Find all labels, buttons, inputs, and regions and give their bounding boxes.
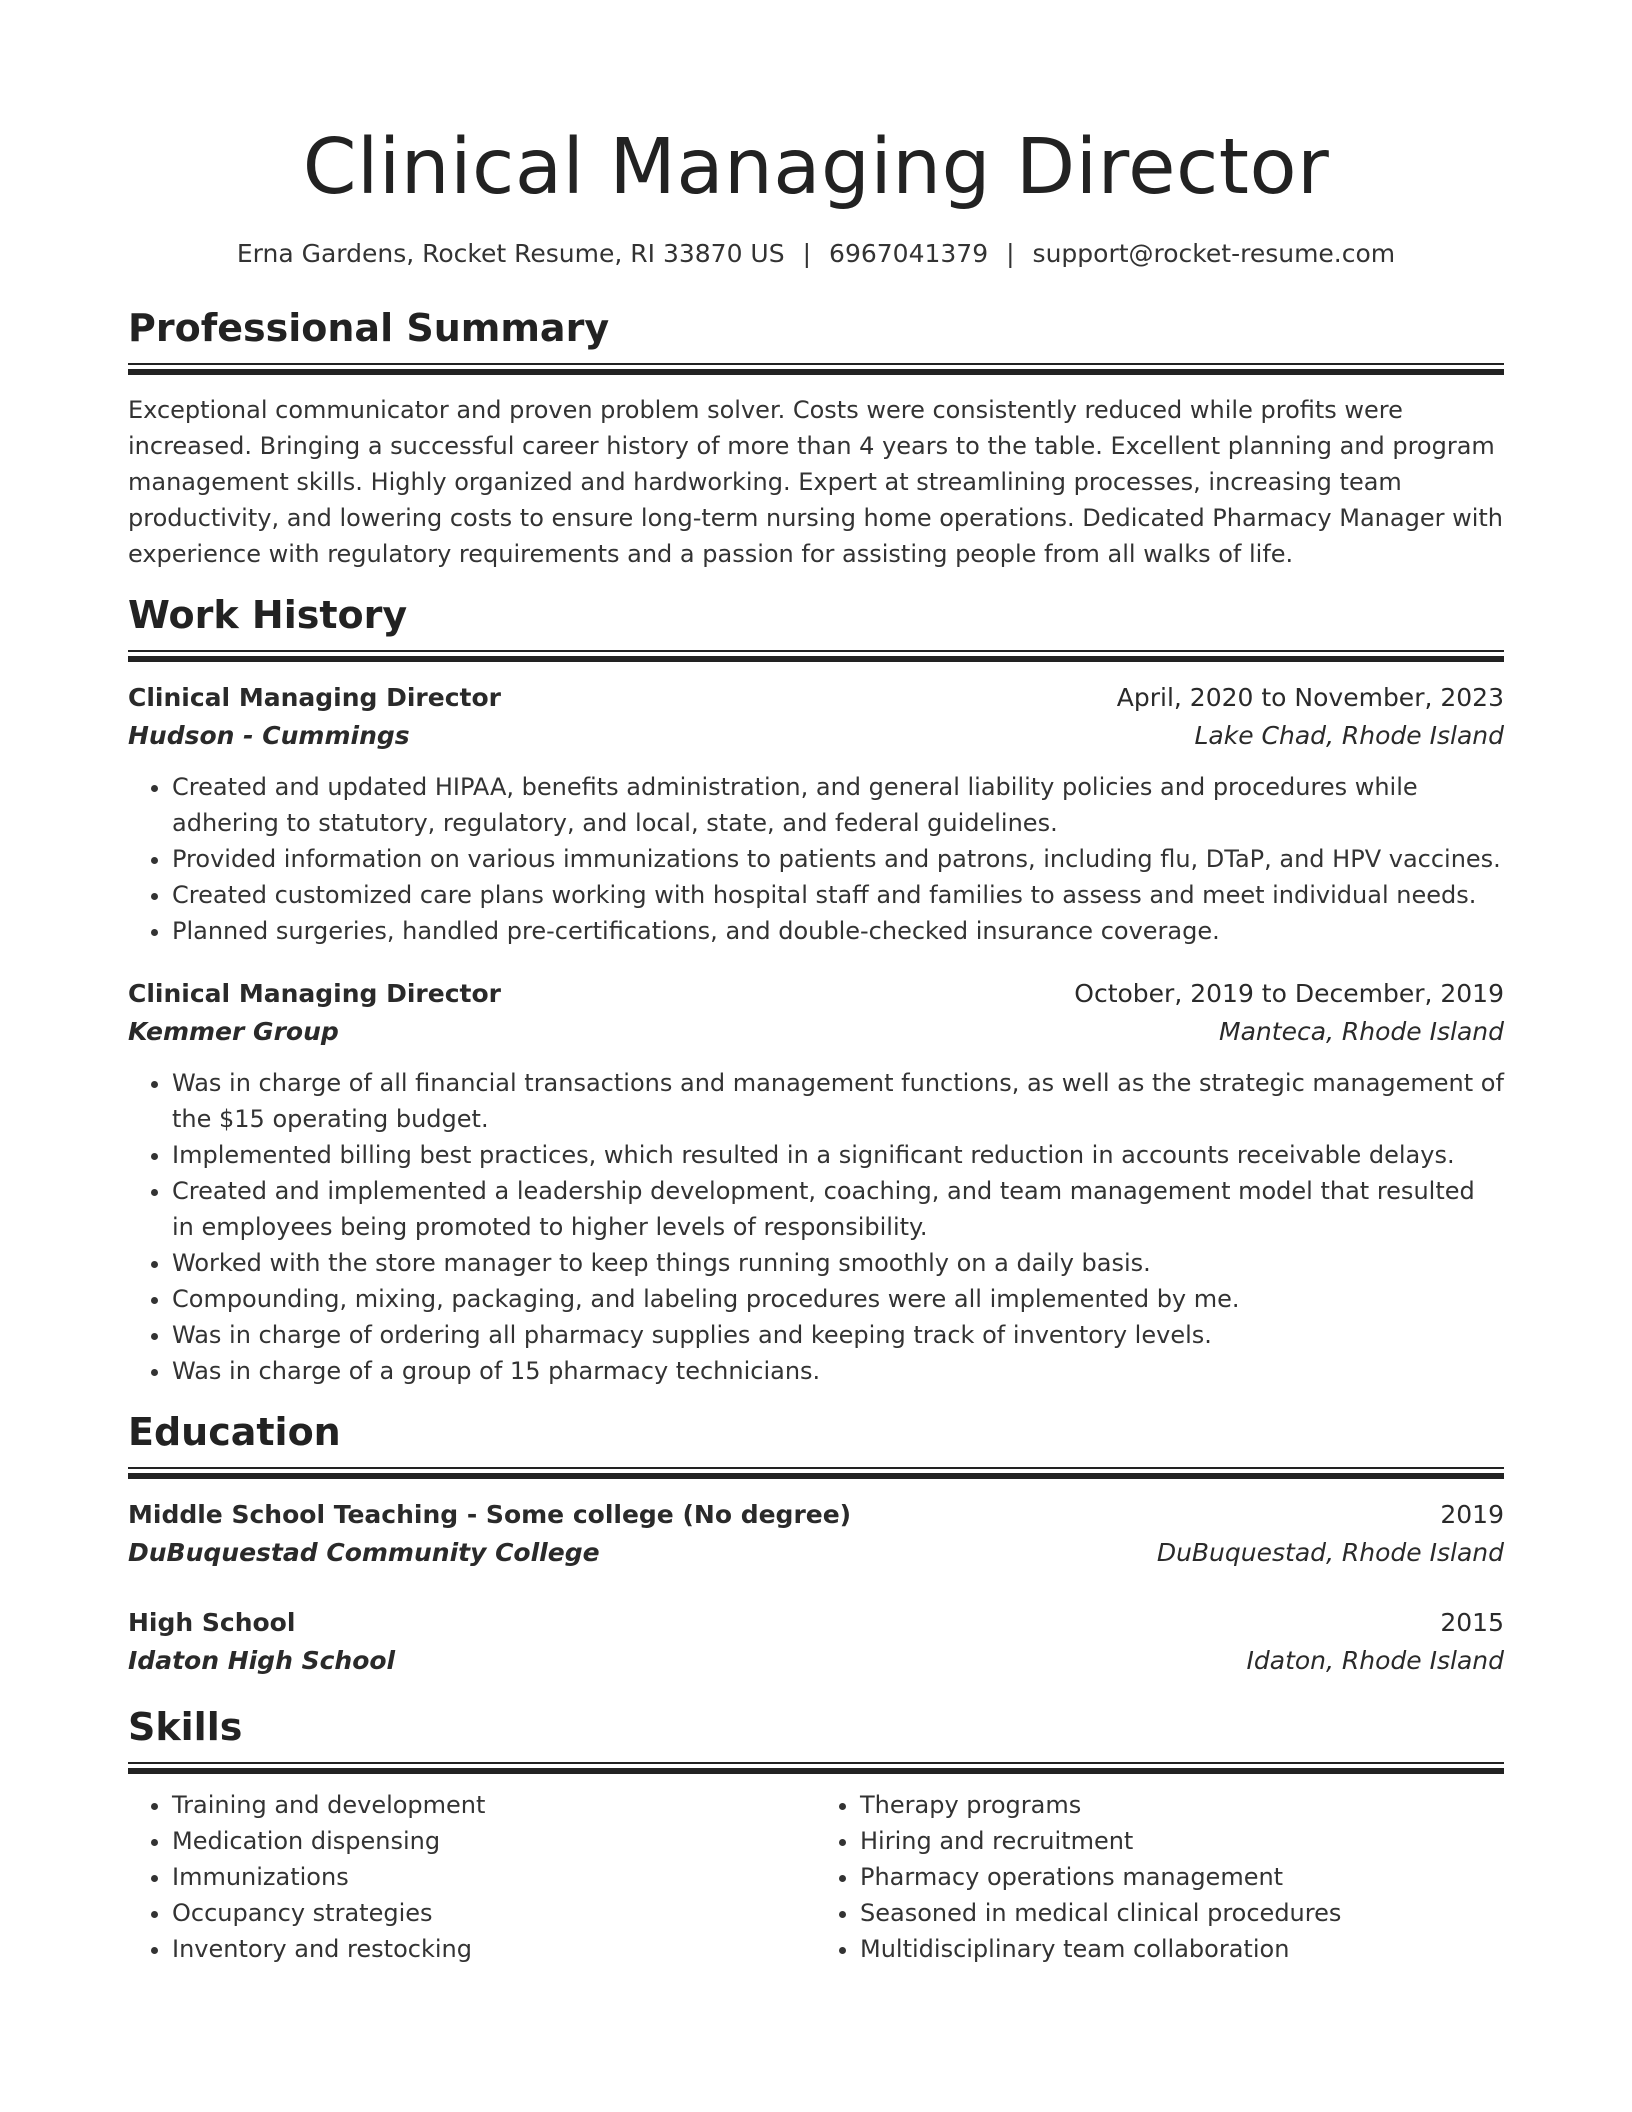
job-location: Manteca, Rhode Island: [1219, 1017, 1504, 1046]
skills-grid: [128, 1787, 1504, 1967]
job-bullet: • Created and updated HIPAA, benefits administration, and general liability policies and procedures while adhering to statutory, regulatory, and local, state, and federal guidelines.: [172, 769, 1504, 841]
skill-item: • Pharmacy operations management: [860, 1859, 1504, 1895]
job-dates: October, 2019 to December, 2019: [1074, 979, 1504, 1008]
contact-phone: 6967041379: [829, 239, 989, 268]
job-bullet: • Was in charge of ordering all pharmacy supplies and keeping track of inventory levels.: [172, 1317, 1504, 1353]
education-degree: Middle School Teaching - Some college (No degree): [128, 1500, 852, 1529]
job-entry: [128, 975, 1504, 1389]
skills-section: [128, 1704, 1504, 1967]
section-divider: [128, 1762, 1504, 1775]
job-bullet: • Planned surgeries, handled pre-certifications, and double-checked insurance coverage.: [172, 913, 1504, 949]
work-history-section: [128, 592, 1504, 1389]
skill-item: • Hiring and recruitment: [860, 1823, 1504, 1859]
education-heading: Education: [128, 1410, 341, 1454]
summary-heading: Professional Summary: [128, 306, 610, 350]
job-company: Hudson - Cummings: [128, 721, 410, 750]
skill-item: • Occupancy strategies: [172, 1895, 816, 1931]
job-bullet: • Compounding, mixing, packaging, and labeling procedures were all implemented by me.: [172, 1281, 1504, 1317]
skill-item: • Training and development: [172, 1787, 816, 1823]
education-school: Idaton High School: [128, 1646, 396, 1675]
job-bullet: • Created and implemented a leadership development, coaching, and team management model that resulted in employees being promoted to higher levels of responsibility.: [172, 1173, 1504, 1245]
education-year: 2015: [1440, 1608, 1504, 1637]
contact-line: [128, 237, 1504, 271]
job-title: Clinical Managing Director: [128, 683, 501, 712]
skills-heading: Skills: [128, 1705, 243, 1749]
education-location: Idaton, Rhode Island: [1246, 1646, 1504, 1675]
job-bullet: • Worked with the store manager to keep things running smoothly on a daily basis.: [172, 1245, 1504, 1281]
contact-address: Erna Gardens, Rocket Resume, RI 33870 US: [236, 239, 785, 268]
skill-item: • Immunizations: [172, 1859, 816, 1895]
skill-item: • Medication dispensing: [172, 1823, 816, 1859]
summary-text: Exceptional communicator and proven problem solver. Costs were consistently reduced while profits were increased. Bringing a successful career history of more than 4 years to the table. Excellent planning and program management skills. Highly organized and hardworking. Expert at streamlining processes, increasing team productivity, and lowering costs to ensure long-term nursing home operations. Dedicated Pharmacy Manager with experience with regulatory requirements and a passion for assisting people from all walks of life.: [128, 396, 1503, 568]
section-divider: [128, 650, 1504, 663]
resume-name: Clinical Managing Director: [302, 123, 1330, 212]
section-divider: [128, 1467, 1504, 1480]
job-title: Clinical Managing Director: [128, 979, 501, 1008]
education-section: [128, 1409, 1504, 1680]
job-bullet: • Was in charge of all financial transactions and management functions, as well as the strategic management of the $15 operating budget.: [172, 1065, 1504, 1137]
skill-item: • Multidisciplinary team collaboration: [860, 1931, 1504, 1967]
education-location: DuBuquestad, Rhode Island: [1156, 1538, 1504, 1567]
contact-email: support@rocket-resume.com: [1032, 239, 1396, 268]
education-degree: High School: [128, 1608, 296, 1637]
job-bullet: • Was in charge of a group of 15 pharmacy technicians.: [172, 1353, 1504, 1389]
summary-section: [128, 305, 1504, 572]
skill-item: • Inventory and restocking: [172, 1931, 816, 1967]
work-history-heading: Work History: [128, 593, 408, 637]
job-bullet: • Provided information on various immunizations to patients and patrons, including flu, DTaP, and HPV vaccines.: [172, 841, 1504, 877]
resume-page: [128, 118, 1504, 1967]
job-bullets: [128, 1065, 1504, 1389]
job-entry: [128, 679, 1504, 949]
job-bullet: • Implemented billing best practices, which resulted in a significant reduction in accounts receivable delays.: [172, 1137, 1504, 1173]
job-bullet: • Created customized care plans working with hospital staff and families to assess and meet individual needs.: [172, 877, 1504, 913]
contact-separator: |: [802, 239, 812, 268]
job-location: Lake Chad, Rhode Island: [1194, 721, 1504, 750]
education-school: DuBuquestad Community College: [128, 1538, 600, 1567]
job-bullets: [128, 769, 1504, 949]
skills-list-right: [816, 1787, 1504, 1967]
contact-separator: |: [1006, 239, 1015, 268]
skills-list-left: [128, 1787, 816, 1967]
education-entry: [128, 1604, 1504, 1680]
job-dates: April, 2020 to November, 2023: [1116, 683, 1504, 712]
job-company: Kemmer Group: [128, 1017, 339, 1046]
skill-item: • Seasoned in medical clinical procedures: [860, 1895, 1504, 1931]
section-divider: [128, 363, 1504, 376]
education-entry: [128, 1496, 1504, 1572]
skill-item: • Therapy programs: [860, 1787, 1504, 1823]
education-year: 2019: [1440, 1500, 1504, 1529]
